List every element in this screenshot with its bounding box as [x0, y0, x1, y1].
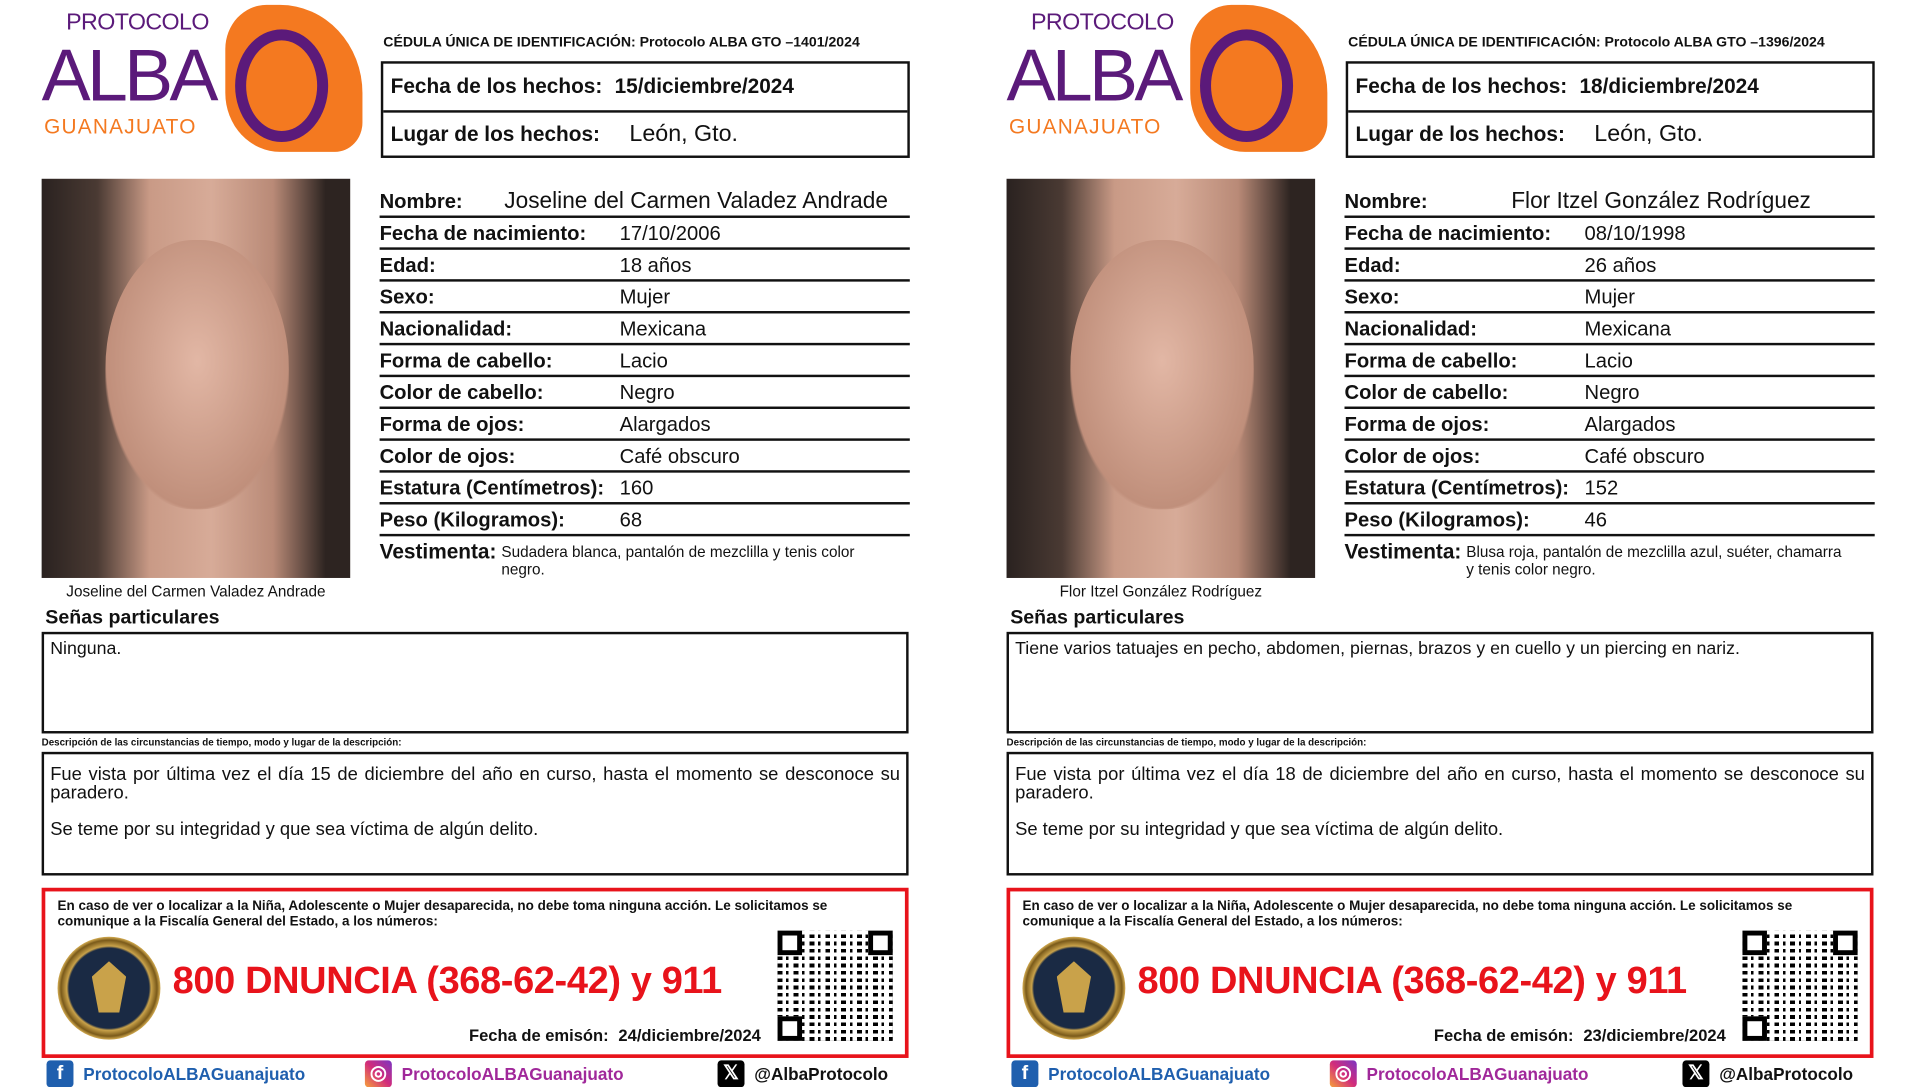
forma-cabello-value: Lacio — [619, 350, 668, 373]
x-link[interactable] — [1682, 1060, 1853, 1087]
fecha-hechos-value: 15/diciembre/2024 — [614, 74, 794, 98]
event-box — [381, 61, 910, 158]
facebook-handle: ProtocoloALBAGuanajuato — [1048, 1064, 1271, 1084]
person-photo — [42, 179, 351, 578]
emision-value: 23/diciembre/2024 — [1583, 1026, 1726, 1045]
nacionalidad-label: Nacionalidad: — [379, 318, 513, 341]
desc-paragraph: Fue vista por última vez el día 15 de diciembre del año en curso, hasta el momento se desconoce su paradero. — [50, 764, 901, 804]
color-ojos-label: Color de ojos: — [379, 445, 516, 468]
photo-caption: Joseline del Carmen Valadez Andrade — [66, 582, 326, 601]
cedula-label: CÉDULA ÚNICA DE IDENTIFICACIÓN: — [1348, 35, 1601, 51]
social-links — [42, 1060, 909, 1084]
logo-protocolo: PROTOCOLO — [1031, 9, 1174, 36]
instagram-handle: ProtocoloALBAGuanajuato — [1366, 1064, 1589, 1084]
color-cabello-label: Color de cabello: — [1344, 382, 1509, 405]
woman-profile-ring-icon — [235, 29, 328, 142]
color-cabello-value: Negro — [619, 382, 675, 405]
nacimiento-value: 08/10/1998 — [1584, 222, 1686, 245]
desc-box — [1007, 752, 1874, 876]
estatura-value: 152 — [1584, 477, 1619, 500]
nacionalidad-value: Mexicana — [1584, 318, 1671, 341]
estatura-label: Estatura (Centímetros): — [379, 477, 605, 500]
instagram-icon: ◎ — [1330, 1060, 1357, 1087]
sexo-value: Mujer — [1584, 286, 1636, 309]
fiscalia-seal-icon — [58, 937, 161, 1040]
nacionalidad-label: Nacionalidad: — [1344, 318, 1477, 341]
woman-profile-ring-icon — [1200, 29, 1293, 142]
social-links — [1007, 1060, 1874, 1084]
sexo-label: Sexo: — [1344, 286, 1400, 309]
cedula-label: CÉDULA ÚNICA DE IDENTIFICACIÓN: — [383, 35, 636, 51]
lugar-hechos-value: León, Gto. — [1594, 121, 1703, 147]
vestimenta-label: Vestimenta: — [1344, 540, 1462, 564]
peso-value: 68 — [619, 509, 643, 532]
instagram-link[interactable] — [1330, 1060, 1589, 1087]
x-icon: 𝕏 — [718, 1060, 745, 1087]
peso-label: Peso (Kilogramos): — [1344, 509, 1530, 532]
vestimenta-label: Vestimenta: — [379, 540, 497, 564]
lugar-hechos-label: Lugar de los hechos: — [1355, 122, 1565, 146]
edad-value: 26 años — [1584, 254, 1657, 277]
vestimenta-value: Sudadera blanca, pantalón de mezclilla y tenis color negro. — [501, 543, 855, 578]
desc-paragraph: Se teme por su integridad y que sea víctima de algún delito. — [1015, 819, 1504, 841]
logo-protocolo: PROTOCOLO — [66, 9, 209, 36]
contact-box — [42, 888, 909, 1058]
missing-person-card — [41, 0, 954, 1084]
forma-cabello-label: Forma de cabello: — [379, 350, 553, 373]
forma-ojos-value: Alargados — [1584, 413, 1676, 436]
emision-value: 24/diciembre/2024 — [618, 1026, 761, 1045]
facebook-handle: ProtocoloALBAGuanajuato — [83, 1064, 306, 1084]
event-box — [1346, 61, 1875, 158]
forma-ojos-value: Alargados — [619, 413, 711, 436]
fecha-hechos-label: Fecha de los hechos: — [390, 74, 603, 98]
lugar-hechos-label: Lugar de los hechos: — [390, 122, 600, 146]
logo-guanajuato: GUANAJUATO — [1008, 115, 1162, 139]
instagram-icon: ◎ — [365, 1060, 392, 1087]
x-icon: 𝕏 — [1682, 1060, 1709, 1087]
fecha-hechos-label: Fecha de los hechos: — [1355, 74, 1568, 98]
forma-cabello-value: Lacio — [1584, 350, 1633, 373]
person-fields — [1345, 179, 1875, 578]
desc-paragraph: Se teme por su integridad y que sea víctima de algún delito. — [50, 819, 539, 841]
forma-cabello-label: Forma de cabello: — [1344, 350, 1518, 373]
facebook-link[interactable] — [1011, 1060, 1270, 1087]
nombre-value: Joseline del Carmen Valadez Andrade — [504, 187, 888, 214]
peso-value: 46 — [1584, 509, 1607, 532]
facebook-icon: f — [1011, 1060, 1038, 1087]
facebook-icon: f — [47, 1060, 74, 1087]
warning-text: En caso de ver o localizar a la Niña, Adolescente o Mujer desaparecida, no debe toma ninguna acción. Le solicitamos se comunique a la Fiscalía General del Estado, a los números: — [57, 898, 828, 929]
folio: Protocolo ALBA GTO –1401/2024 — [639, 35, 860, 51]
senas-box: Ninguna. — [42, 632, 909, 734]
cedula-header — [383, 36, 860, 51]
lugar-hechos-value: León, Gto. — [629, 121, 739, 147]
senas-label: Señas particulares — [45, 607, 220, 629]
forma-ojos-label: Forma de ojos: — [1344, 413, 1490, 436]
edad-label: Edad: — [1344, 254, 1401, 277]
protocolo-alba-logo — [42, 0, 365, 153]
senas-label: Señas particulares — [1010, 607, 1185, 629]
nacimiento-label: Fecha de nacimiento: — [379, 222, 587, 245]
estatura-label: Estatura (Centímetros): — [1344, 477, 1570, 500]
x-handle: @AlbaProtocolo — [754, 1064, 889, 1084]
sexo-label: Sexo: — [379, 286, 435, 309]
senas-box: Tiene varios tatuajes en pecho, abdomen, piernas, brazos y en cuello y un piercing en nariz. — [1007, 632, 1874, 734]
nacimiento-label: Fecha de nacimiento: — [1344, 222, 1552, 245]
emision-label: Fecha de emisón: — [1433, 1026, 1574, 1045]
photo-caption: Flor Itzel González Rodríguez — [1059, 582, 1263, 601]
nombre-label: Nombre: — [379, 191, 463, 214]
nombre-value: Flor Itzel González Rodríguez — [1511, 187, 1811, 214]
forma-ojos-label: Forma de ojos: — [379, 413, 525, 436]
color-cabello-label: Color de cabello: — [379, 382, 544, 405]
facebook-link[interactable] — [47, 1060, 306, 1087]
estatura-value: 160 — [619, 477, 654, 500]
nacionalidad-value: Mexicana — [619, 318, 707, 341]
folio: Protocolo ALBA GTO –1396/2024 — [1604, 35, 1825, 51]
cedula-header — [1348, 36, 1825, 51]
x-handle: @AlbaProtocolo — [1719, 1064, 1854, 1084]
desc-box — [42, 752, 909, 876]
instagram-link[interactable] — [365, 1060, 624, 1087]
logo-alba: ALBA — [41, 34, 215, 117]
fiscalia-seal-icon — [1022, 937, 1125, 1040]
edad-label: Edad: — [379, 254, 436, 277]
peso-label: Peso (Kilogramos): — [379, 509, 565, 532]
fecha-hechos-value: 18/diciembre/2024 — [1579, 74, 1759, 98]
nombre-label: Nombre: — [1344, 191, 1428, 214]
sexo-value: Mujer — [619, 286, 671, 309]
person-photo — [1007, 179, 1316, 578]
contact-box — [1007, 888, 1874, 1058]
protocolo-alba-logo — [1007, 0, 1330, 153]
color-ojos-label: Color de ojos: — [1344, 445, 1481, 468]
desc-label: Descripción de las circunstancias de tiempo, modo y lugar de la descripción: — [41, 737, 402, 749]
logo-alba: ALBA — [1006, 34, 1180, 117]
phone-number: 800 DNUNCIA (368-62-42) y 911 — [172, 958, 722, 1002]
missing-person-card — [1006, 0, 1919, 1084]
qr-code-icon — [1742, 931, 1857, 1041]
person-fields — [380, 179, 910, 578]
phone-number: 800 DNUNCIA (368-62-42) y 911 — [1137, 958, 1687, 1002]
desc-paragraph: Fue vista por última vez el día 18 de diciembre del año en curso, hasta el momento se desconoce su paradero. — [1015, 764, 1865, 804]
logo-guanajuato: GUANAJUATO — [44, 115, 197, 139]
x-link[interactable] — [718, 1060, 889, 1087]
edad-value: 18 años — [619, 254, 692, 277]
vestimenta-value: Blusa roja, pantalón de mezclilla azul, suéter, chamarra y tenis color negro. — [1466, 543, 1842, 578]
desc-label: Descripción de las circunstancias de tiempo, modo y lugar de la descripción: — [1006, 737, 1367, 749]
instagram-handle: ProtocoloALBAGuanajuato — [401, 1064, 624, 1084]
qr-code-icon — [778, 931, 893, 1041]
nacimiento-value: 17/10/2006 — [619, 222, 721, 245]
emision-label: Fecha de emisón: — [468, 1026, 609, 1045]
color-cabello-value: Negro — [1584, 382, 1640, 405]
color-ojos-value: Café obscuro — [1584, 445, 1705, 468]
color-ojos-value: Café obscuro — [619, 445, 740, 468]
warning-text: En caso de ver o localizar a la Niña, Adolescente o Mujer desaparecida, no debe toma ninguna acción. Le solicitamos se comunique a la Fiscalía General del Estado, a los números: — [1022, 898, 1793, 929]
